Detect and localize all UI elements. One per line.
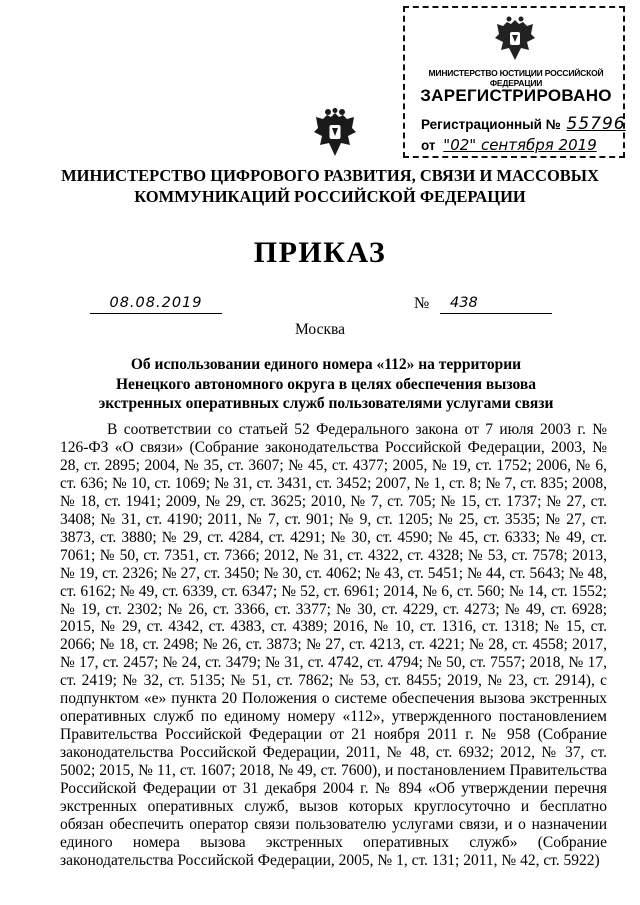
order-subject: Об использовании единого номера «112» на территории Ненецкого автономного округа в целях обеспечения вызова экстренных оперативных служб пользователями услугами связи (98, 356, 554, 412)
order-number: 438 (440, 294, 552, 314)
stamp-date-label: от (421, 138, 436, 153)
body-paragraph: В соответствии со статьей 52 Федерального закона от 7 июля 2003 г. № 126-ФЗ «О связи» (Собрание законодательства Российской Федерации, 2003, № 28, ст. 2895; 2004, № 35, ст. 3607; № 45, ст. 4377; 2005, № 19, ст. 1752; 2006, № 6, ст. 636; № 10, ст. 1069; № 31, ст. 3431, ст. 3452; 2007, № 1, ст. 8; № 7, ст. 835; 2008, № 18, ст. 1941; 2009, № 29, ст. 3625; 2010, № 7, ст. 705; № 15, ст. 1737; № 27, ст. 3408; № 31, ст. 4190; 2011, № 7, ст. 901; № 9, ст. 1205; № 25, ст. 3535; № 27, ст. 3873, ст. 3880; № 29, ст. 4284, ст. 4291; № 30, ст. 4590; № 45, ст. 6333; № 49, ст. 7061; № 50, ст. 7351, ст. 7366; 2012, № 31, ст. 4322, ст. 4328; № 53, ст. 7578; 2013, № 19, ст. 2326; № 27, ст. 3450; № 30, ст. 4062; № 43, ст. 5451; № 44, ст. 5643; № 48, ст. 6162; № 49, ст. 6339, ст. 6347; № 52, ст. 6961; 2014, № 6, ст. 560; № 14, ст. 1552; № 19, ст. 2302; № 26, ст. 3366, ст. 3377; № 30, ст. 4229, ст. 4273; № 49, ст. 6928; 2015, № 29, ст. 4342, ст. 4383, ст. 4389; 2016, № 10, ст. 1316, ст. 1318; № 15, ст. 2066; № 18, ст. 2498; № 26, ст. 3873; № 27, ст. 4213, ст. 4221; № 28, ст. 4558; 2017, № 17, ст. 2457; № 24, ст. 3479; № 31, ст. 4742, ст. 4794; № 50, ст. 7557; 2018, № 17, ст. 2419; № 32, ст. 5135; № 51, ст. 7862; № 53, ст. 8455; 2019, № 23, ст. 2914), с подпунктом «е» пункта 20 Положения о системе обеспечения вызова экстренных оперативных служб по единому номеру «112», утвержденного постановлением Правительства Российской Федерации от 21 ноября 2011 г. № 958 (Собрание законодательства Российской Федерации, 2011, № 48, ст. 6932; 2012, № 37, ст. 5002; 2015, № 11, ст. 1607; 2018, № 49, ст. 7600), и постановлением Правительства Российской Федерации от 31 декабря 2004 г. № 894 «Об утверждении перечня экстренных оперативных служб, вызов которых круглосуточно и бесплатно обязан обеспечить оператор связи пользователю услугами связи, и о назначении единого номера вызова экстренных оперативных служб» (Собрание законодательства Российской Федерации, 2005, № 1, ст. 131; 2011, № 42, ст. 5922) (60, 421, 607, 869)
stamp-date-value: "02" сентября 2019 (443, 136, 597, 154)
stamp-date-line (421, 136, 597, 154)
coat-of-arms-icon (493, 16, 537, 64)
city: Москва (295, 321, 345, 338)
stamp-reg-number: 55796 (566, 114, 626, 134)
registration-stamp (403, 6, 625, 158)
coat-of-arms-icon (312, 108, 358, 160)
stamp-registration-line (421, 114, 626, 134)
ministry-name: МИНИСТЕРСТВО ЦИФРОВОГО РАЗВИТИЯ, СВЯЗИ И МАССОВЫХ КОММУНИКАЦИЙ РОССИЙСКОЙ ФЕДЕРАЦИИ (61, 166, 599, 206)
stamp-reg-label: Регистрационный № (421, 117, 561, 132)
stamp-ministry: МИНИСТЕРСТВО ЮСТИЦИИ РОССИЙСКОЙ ФЕДЕРАЦИИ (428, 68, 604, 88)
page-title: ПРИКАЗ (253, 236, 387, 269)
order-date: 08.08.2019 (90, 294, 222, 314)
order-number-sign: № (414, 295, 430, 312)
stamp-registered: ЗАРЕГИСТРИРОВАНО (420, 86, 612, 105)
